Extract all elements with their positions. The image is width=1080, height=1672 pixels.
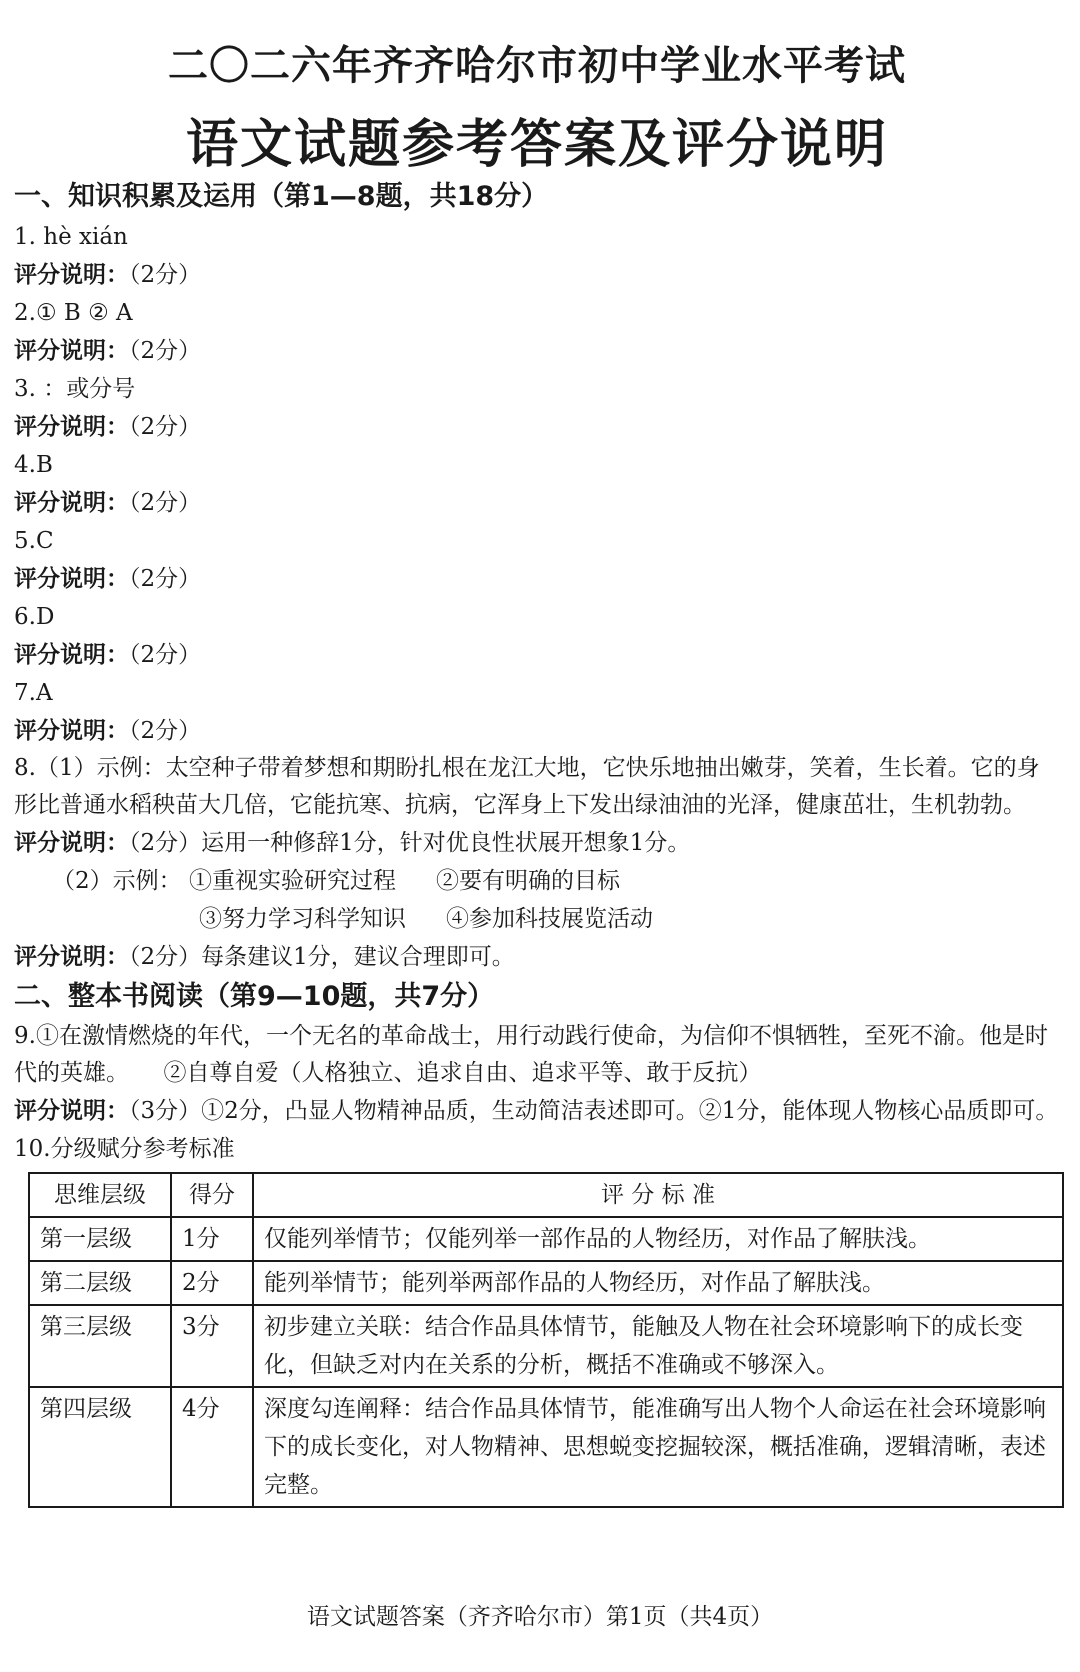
- answer-q7: 7.A: [14, 680, 53, 706]
- table-row: [29, 1387, 1063, 1507]
- level-cell: 第一层级: [29, 1217, 171, 1261]
- score-note-q7: 评分说明：（2分）: [14, 717, 202, 744]
- table-header-row: [29, 1173, 1063, 1217]
- score-cell: 1分: [171, 1217, 253, 1261]
- answer-q8-2-row1: （2）示例： ①重视实验研究过程 ②要有明确的目标: [52, 868, 620, 894]
- criteria-cell: 深度勾连阐释：结合作品具体情节，能准确写出人物个人命运在社会环境影响下的成长变化，对人物精神、思想蜕变挖掘较深，概括准确，逻辑清晰，表述完整。: [253, 1387, 1063, 1507]
- answer-q5: 5.C: [14, 528, 54, 554]
- level-cell: 第四层级: [29, 1387, 171, 1507]
- level-cell: 第二层级: [29, 1261, 171, 1305]
- score-cell: 4分: [171, 1387, 253, 1507]
- section-2-heading: 二、整本书阅读（第9—10题，共7分）: [14, 981, 495, 1012]
- answer-q3: 3. ：或分号: [14, 376, 136, 402]
- answer-q8-1: 8.（1）示例：太空种子带着梦想和期盼扎根在龙江大地，它快乐地抽出嫩芽，笑着，生长着。它的身形比普通水稻秧苗大几倍，它能抗寒、抗病，它浑身上下发出绿油油的光泽，健康茁壮，生机勃勃。: [14, 755, 1040, 818]
- level-cell: 第三层级: [29, 1305, 171, 1387]
- page-footer: 语文试题答案（齐齐哈尔市）第1页（共4页）: [306, 1604, 774, 1630]
- score-cell: 3分: [171, 1305, 253, 1387]
- score-note-q1: 评分说明：（2分）: [14, 261, 202, 288]
- answer-q6: 6.D: [14, 604, 55, 630]
- col-header-level: 思维层级: [29, 1173, 171, 1217]
- score-cell: 2分: [171, 1261, 253, 1305]
- grading-table: [28, 1172, 1064, 1508]
- answer-q1: 1. hè xián: [14, 224, 128, 250]
- score-note-q6: 评分说明：（2分）: [14, 641, 202, 668]
- score-note-q4: 评分说明：（2分）: [14, 489, 202, 516]
- col-header-score: 得分: [171, 1173, 253, 1217]
- score-note-q2: 评分说明：（2分）: [14, 337, 202, 364]
- criteria-cell: 初步建立关联：结合作品具体情节，能触及人物在社会环境影响下的成长变化，但缺乏对内在关系的分析，概括不准确或不够深入。: [253, 1305, 1063, 1387]
- answer-q9: 9.①在激情燃烧的年代，一个无名的革命战士，用行动践行使命，为信仰不惧牺牲，至死不渝。他是时代的英雄。 ②自尊自爱（人格独立、追求自由、追求平等、敢于反抗）: [14, 1023, 1048, 1086]
- answer-q4: 4.B: [14, 452, 53, 478]
- criteria-cell: 能列举情节；能列举两部作品的人物经历，对作品了解肤浅。: [253, 1261, 1063, 1305]
- answer-q8-2-row2: ③努力学习科学知识 ④参加科技展览活动: [199, 906, 653, 932]
- criteria-cell: 仅能列举情节；仅能列举一部作品的人物经历，对作品了解肤浅。: [253, 1217, 1063, 1261]
- score-note-q8-1: 评分说明：（2分）运用一种修辞1分，针对优良性状展开想象1分。: [14, 829, 691, 856]
- col-header-criteria: 评 分 标 准: [253, 1173, 1063, 1217]
- score-note-q8-2: 评分说明：（2分）每条建议1分，建议合理即可。: [14, 943, 515, 970]
- table-row: [29, 1217, 1063, 1261]
- table-row: [29, 1305, 1063, 1387]
- answer-q2: 2.① B ② A: [14, 300, 133, 326]
- score-note-q5: 评分说明：（2分）: [14, 565, 202, 592]
- document-title: 语文试题参考答案及评分说明: [185, 114, 888, 175]
- table-row: [29, 1261, 1063, 1305]
- section-1-heading: 一、知识积累及运用（第1—8题，共18分）: [14, 181, 549, 212]
- score-note-q3: 评分说明：（2分）: [14, 413, 202, 440]
- score-note-q9: 评分说明：（3分）①2分，凸显人物精神品质，生动简洁表述即可。②1分，能体现人物核心品质即可。: [14, 1097, 1059, 1124]
- q10-label: 10.分级赋分参考标准: [14, 1136, 235, 1162]
- exam-title: 二〇二六年齐齐哈尔市初中学业水平考试: [168, 42, 906, 89]
